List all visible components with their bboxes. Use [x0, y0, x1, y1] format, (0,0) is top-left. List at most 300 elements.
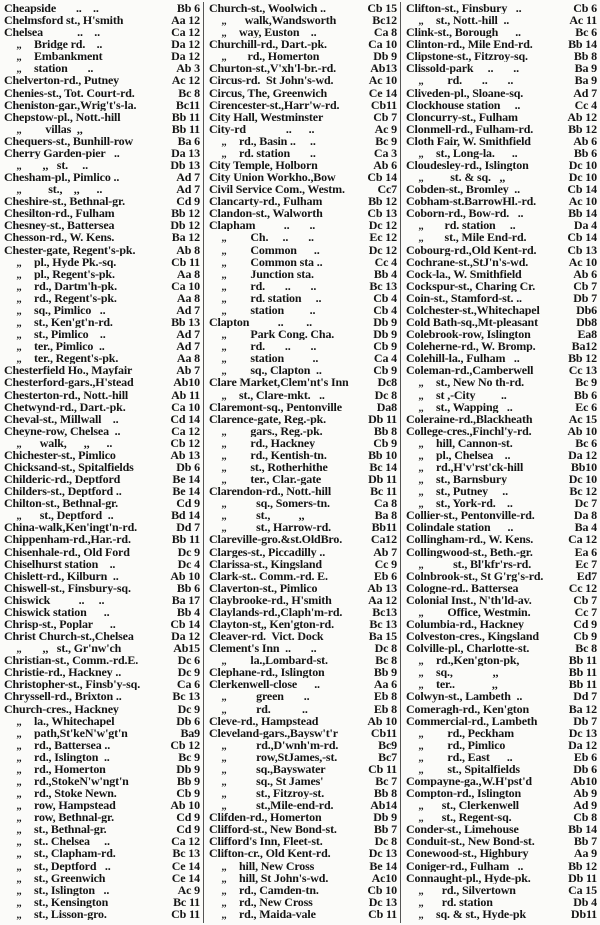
grid-reference: Da 12 — [171, 630, 200, 643]
index-entry — [4, 316, 200, 328]
grid-reference: Bc 9 — [178, 750, 200, 763]
grid-reference: Ab 10 — [367, 714, 397, 727]
entry-name: Claverton-st., Pimlico — [209, 581, 318, 594]
grid-reference: Ca 12 — [171, 424, 200, 437]
index-entry — [4, 195, 200, 207]
entry-name: st ,-City .. — [436, 388, 507, 401]
ditto-mark: ,, — [16, 161, 22, 172]
index-entry — [4, 787, 200, 799]
ditto-mark: ,, — [16, 281, 22, 292]
grid-reference: Dc 10 — [568, 171, 597, 184]
grid-reference: Cb 15 — [367, 2, 397, 15]
grid-reference: Ab 11 — [171, 388, 200, 401]
entry-name: row, Bethnal-gr. — [34, 811, 114, 824]
index-entry — [406, 570, 597, 582]
entry-name: st., Barnsbury — [436, 473, 507, 486]
grid-reference: Ce 14 — [171, 859, 200, 872]
index-entry — [406, 787, 597, 799]
entry-name: Comeragh-rd., Ken'gton — [406, 702, 530, 715]
index-entry — [209, 268, 397, 280]
ditto-mark: ,, — [16, 861, 22, 872]
index-entry — [4, 473, 200, 485]
index-entry — [406, 376, 597, 388]
index-entry — [406, 847, 597, 859]
entry-name: sq. & st., Hyde-pk — [436, 907, 526, 920]
grid-reference: Be 14 — [172, 473, 200, 486]
grid-reference: Be 14 — [369, 859, 397, 872]
index-entry — [406, 449, 597, 461]
entry-name: Christ Church-st.,Chelsea — [4, 630, 134, 643]
index-entry — [209, 207, 397, 219]
ditto-mark: ,, — [418, 462, 424, 474]
ditto-mark: ,, — [418, 607, 424, 618]
grid-reference: Ab 9 — [573, 787, 597, 800]
entry-name: rd., Kentish-tn. — [239, 448, 327, 461]
entry-name: Chichester-st., Pimlico — [4, 448, 116, 461]
entry-name: rd. station .. — [239, 291, 322, 304]
ditto-mark: ,, — [16, 885, 22, 896]
index-entry — [406, 896, 597, 908]
index-entry — [209, 219, 397, 231]
grid-reference: Ad 7 — [176, 340, 200, 353]
grid-reference: Db 6 — [176, 714, 200, 727]
index-entry — [209, 546, 397, 558]
index-entry — [4, 123, 200, 135]
index-entry — [4, 497, 200, 509]
grid-reference: Cc 13 — [568, 364, 597, 377]
grid-reference: Dc 12 — [368, 243, 397, 256]
entry-name: Chesterfield Ho., Mayfair — [4, 364, 133, 377]
index-entry — [209, 787, 397, 799]
grid-reference: Ca 10 — [171, 400, 200, 413]
grid-reference: Db 4 — [573, 895, 597, 908]
entry-name: rd., Homerton — [239, 50, 320, 63]
entry-name: Chilton-st., Bethnal-gr. — [4, 497, 118, 510]
grid-reference: Ab10 — [570, 775, 597, 788]
grid-reference: Dc 12 — [368, 219, 397, 232]
index-entry — [406, 231, 597, 243]
grid-reference: Cb 11 — [368, 907, 397, 920]
grid-reference: Bb 10 — [368, 448, 397, 461]
index-entry — [209, 690, 397, 702]
grid-reference: Dc 8 — [374, 835, 397, 848]
index-entry — [209, 666, 397, 678]
entry-name: rd., Basin .. .. — [239, 134, 316, 147]
entry-name: Claremont-sq., Pentonville — [209, 400, 342, 413]
entry-name: rd.,StokeN'w'ngt'n — [34, 775, 129, 788]
entry-name: Clement's Inn .. .. — [209, 642, 317, 655]
grid-reference: Cb 9 — [176, 787, 200, 800]
grid-reference: Aa 12 — [368, 593, 397, 606]
grid-reference: Dc 6 — [177, 654, 200, 667]
entry-name: Chelsea .. .. — [4, 26, 100, 39]
grid-reference: Ed7 — [576, 569, 597, 582]
grid-reference: Dc8 — [377, 376, 397, 389]
index-entry — [4, 135, 200, 147]
index-entry — [4, 690, 200, 702]
grid-reference: Bc 6 — [575, 26, 597, 39]
index-entry — [209, 14, 397, 26]
ditto-mark: ,, — [16, 813, 22, 824]
grid-reference: Ab 6 — [573, 267, 597, 280]
entry-name: Chesham-pl., Pimlico .. — [4, 171, 120, 184]
ditto-mark: ,, — [16, 764, 22, 775]
entry-name: ter., Pimlico .. — [34, 340, 105, 353]
index-entry — [209, 280, 397, 292]
entry-name: rd., Camden-tn. — [239, 883, 319, 896]
entry-name: st., Pimlico .. — [34, 328, 106, 341]
ditto-mark: ,, — [221, 861, 227, 872]
entry-name: st., Nott.-hill .. — [436, 14, 510, 27]
ditto-mark: ,, — [221, 752, 227, 763]
entry-name: Common .. — [239, 243, 320, 256]
entry-name: Coleherne-rd., W. Bromp. — [406, 340, 536, 353]
entry-name: st., Spitalfields — [436, 762, 520, 775]
entry-name: Colveston-cres., Kingsland — [406, 630, 539, 643]
index-entry — [4, 26, 200, 38]
ditto-mark: ,, — [16, 40, 22, 51]
entry-name: Collier-st., Pentonville-rd. — [406, 509, 535, 522]
index-entry — [406, 546, 597, 558]
grid-reference: Ba 9 — [574, 62, 597, 75]
grid-reference: Db 7 — [573, 291, 597, 304]
grid-reference: Aa 8 — [176, 352, 200, 365]
entry-name: Cheniston-gar.,Wrig't's-la. — [4, 98, 137, 111]
grid-reference: Bc 13 — [172, 690, 200, 703]
index-entry — [4, 401, 200, 413]
grid-reference: Aa 8 — [176, 267, 200, 280]
grid-reference: Cb 13 — [567, 243, 597, 256]
ditto-mark: ,, — [418, 559, 424, 570]
entry-name: Chequers-st., Bunhill-row — [4, 134, 134, 147]
ditto-mark: ,, — [418, 450, 424, 461]
grid-reference: Bc 13 — [369, 279, 397, 292]
index-entry — [4, 268, 200, 280]
index-entry — [209, 231, 397, 243]
index-entry — [4, 835, 200, 847]
entry-name: rd., Silvertown — [436, 883, 516, 896]
index-entry — [4, 364, 200, 376]
grid-reference: Dc 10 — [568, 159, 597, 172]
index-entry — [209, 437, 397, 449]
index-entry — [4, 715, 200, 727]
entry-name: Cloudesley-rd., Islington — [406, 159, 529, 172]
grid-reference: Bb 11 — [171, 122, 200, 135]
grid-reference: Db 9 — [176, 762, 200, 775]
ditto-mark: ,, — [16, 897, 22, 908]
grid-reference: Bb 12 — [568, 122, 597, 135]
index-entry — [406, 183, 597, 195]
grid-reference: Ad 7 — [176, 303, 200, 317]
ditto-mark: ,, — [16, 789, 22, 800]
entry-name: station .. — [239, 303, 316, 317]
grid-reference: Da 12 — [171, 50, 200, 63]
entry-name: Chiswick .. .. — [4, 593, 105, 606]
entry-name: rd., Homerton — [34, 762, 106, 775]
index-entry — [209, 195, 397, 207]
ditto-mark: ,, — [221, 16, 227, 27]
entry-name: rd., East .. — [436, 750, 513, 763]
entry-name: st., Fitzroy-st. — [239, 787, 325, 800]
entry-name: Cochrane-st.,StJ'n's-wd. — [406, 255, 529, 268]
entry-name: Chiswell-st., Finsbury-sq. — [4, 581, 131, 594]
ditto-mark: ,, — [221, 801, 227, 812]
grid-reference: Bb 6 — [573, 146, 597, 160]
ditto-mark: ,, — [16, 873, 22, 884]
index-entry — [406, 775, 597, 787]
entry-name: rd. .. .. — [239, 279, 317, 292]
grid-reference: Ab 10 — [170, 569, 200, 582]
grid-reference: Da 8 — [573, 509, 597, 522]
index-entry — [4, 823, 200, 835]
entry-name: st., Bethnal-gr. — [34, 823, 107, 836]
grid-reference: Bc 13 — [172, 847, 200, 860]
index-entry — [209, 401, 397, 413]
index-entry — [209, 171, 397, 183]
entry-name: row,StJames,-st. — [239, 750, 338, 763]
entry-name: Commercial-rd., Lambeth — [406, 714, 538, 727]
index-entry — [209, 50, 397, 62]
entry-name: Chesney-st., Battersea — [4, 219, 115, 232]
entry-name: walk,Wandsworth — [239, 14, 337, 27]
index-entry — [406, 799, 597, 811]
index-entry — [406, 171, 597, 183]
entry-name: sq., St James' — [239, 775, 324, 788]
index-entry — [4, 99, 200, 111]
grid-reference: Ec 7 — [575, 557, 597, 570]
grid-reference: Ad 7 — [176, 183, 200, 196]
ditto-mark: ,, — [221, 390, 227, 401]
index-entry — [209, 630, 397, 642]
index-entry — [209, 860, 397, 872]
entry-name: Cobham-st.BarrowHl.-rd. — [406, 195, 536, 208]
index-entry — [209, 2, 397, 14]
ditto-mark: ,, — [221, 293, 227, 304]
index-entry — [406, 352, 597, 364]
grid-reference: Eb 6 — [373, 569, 397, 582]
index-entry — [4, 449, 200, 461]
entry-name: Cheyne-row, Chelsea .. — [4, 424, 121, 437]
ditto-mark: ,, — [418, 221, 424, 232]
grid-reference: Bb 7 — [573, 835, 597, 848]
grid-reference: Ba 9 — [574, 74, 597, 87]
grid-reference: Db 11 — [368, 473, 397, 486]
index-entry — [4, 811, 200, 823]
entry-name: path,St'keN'w'gt'n — [34, 726, 128, 739]
grid-reference: Ab 10 — [567, 424, 597, 437]
ditto-mark: ,, — [221, 269, 227, 280]
grid-reference: Cc7 — [377, 183, 397, 196]
entry-name: st.. Chelsea .. — [34, 835, 110, 848]
entry-name: rd., Battersea .. — [34, 738, 111, 751]
index-entry — [209, 715, 397, 727]
entry-name: Chepstow-pl., Nott.-hill — [4, 110, 121, 123]
index-entry — [406, 509, 597, 521]
ditto-mark: ,, — [16, 269, 22, 280]
grid-reference: Bc9 — [378, 738, 397, 751]
grid-reference: Eb 6 — [573, 750, 597, 763]
index-entry — [4, 292, 200, 304]
ditto-mark: ,, — [418, 752, 424, 763]
ditto-mark: ,, — [418, 728, 424, 739]
grid-reference: Ab15 — [173, 642, 200, 655]
index-entry — [4, 219, 200, 231]
entry-name: rd., Peckham — [436, 726, 514, 739]
grid-reference: Ac 10 — [568, 255, 597, 268]
grid-reference: Dc 4 — [177, 557, 200, 570]
index-entry — [406, 2, 597, 14]
grid-reference: Ac 12 — [171, 74, 200, 87]
index-entry — [406, 872, 597, 884]
grid-reference: Ab 8 — [176, 243, 200, 256]
grid-reference: Ab 6 — [573, 134, 597, 147]
index-entry — [406, 389, 597, 401]
entry-name: hill, New Cross — [239, 859, 315, 872]
ditto-mark: ,, — [16, 342, 22, 353]
index-entry — [209, 618, 397, 630]
ditto-mark: ,, — [418, 668, 424, 679]
index-entry — [4, 703, 200, 715]
index-entry — [209, 389, 397, 401]
entry-name: Junction sta. — [239, 267, 314, 280]
index-entry — [4, 594, 200, 606]
entry-name: Clipstone-st., Fitzroy-sq. — [406, 50, 528, 63]
ditto-mark: ,, — [221, 704, 227, 715]
grid-reference: Cb 10 — [367, 883, 397, 896]
ditto-mark: ,, — [16, 305, 22, 317]
index-entry — [4, 425, 200, 437]
ditto-mark: ,, — [221, 740, 227, 751]
entry-name: Cock-la., W. Smithfield — [406, 267, 522, 280]
grid-reference: Dc 13 — [368, 847, 397, 860]
index-entry — [4, 304, 200, 316]
index-entry — [406, 340, 597, 352]
ditto-mark: ,, — [221, 692, 227, 703]
index-entry — [406, 280, 597, 292]
ditto-mark: ,, — [16, 716, 22, 727]
grid-reference: Cb 4 — [373, 303, 397, 317]
grid-reference: Cc 4 — [374, 255, 397, 268]
ditto-mark: ,, — [418, 801, 424, 812]
index-entry — [209, 509, 397, 521]
entry-name: Clandon-st., Walworth — [209, 207, 323, 220]
index-entry — [4, 908, 200, 920]
entry-name: Clerkenwell-close .. — [209, 678, 320, 691]
grid-reference: Cb 11 — [368, 762, 397, 775]
ditto-mark: ,, — [16, 644, 22, 655]
index-entry — [406, 26, 597, 38]
entry-name: Chrisp-st., Poplar .. — [4, 617, 116, 631]
grid-reference: Ac 11 — [569, 14, 597, 27]
entry-name: Circus, The, Greenwich — [209, 86, 328, 99]
grid-reference: Db 9 — [373, 811, 397, 824]
grid-reference: Db 7 — [573, 714, 597, 727]
grid-reference: Cc 4 — [574, 98, 597, 111]
grid-reference: Ab 3 — [176, 62, 200, 75]
entry-name: hill, Cannon-st. — [436, 436, 513, 449]
grid-reference: Ab 13 — [170, 448, 200, 461]
index-entry — [406, 437, 597, 449]
entry-name: Park Cong. Cha. — [239, 328, 335, 341]
entry-name: Compton-rd., Islington — [406, 787, 522, 800]
entry-name: sq., Pimlico .. — [34, 303, 106, 317]
grid-reference: Db11 — [570, 907, 597, 920]
entry-name: College-cres.,Finchl'y-rd. — [406, 424, 532, 437]
index-entry — [209, 352, 397, 364]
grid-reference: Ab14 — [370, 799, 397, 812]
ditto-mark: ,, — [221, 777, 227, 788]
entry-name: rd., Maida-vale — [239, 907, 316, 920]
entry-name: rd. station .. — [239, 146, 316, 160]
index-entry — [406, 618, 597, 630]
entry-name: rd. .. — [239, 702, 308, 715]
index-entry — [406, 38, 597, 50]
index-entry — [406, 666, 597, 678]
grid-reference: Db 6 — [573, 762, 597, 775]
grid-reference: Ac 9 — [374, 122, 397, 135]
index-entry — [4, 485, 200, 497]
ditto-mark: ,, — [418, 233, 424, 244]
entry-name: Chesterton-rd., Nott.-hill — [4, 388, 129, 401]
index-entry — [209, 497, 397, 509]
entry-name: st., Kensington — [34, 895, 109, 908]
entry-name: City-rd .. .. — [209, 122, 315, 135]
index-column-2 — [204, 2, 401, 923]
index-entry — [4, 739, 200, 751]
ditto-mark: ,, — [16, 752, 22, 763]
entry-name: Chicksand-st., Spitalfields — [4, 460, 134, 474]
index-entry — [406, 74, 597, 86]
ditto-mark: ,, — [418, 656, 424, 667]
grid-reference: Bc 9 — [575, 376, 597, 389]
index-entry — [4, 38, 200, 50]
entry-name: Christopher-st., Finsb'y-sq. — [4, 678, 141, 691]
index-entry — [4, 606, 200, 618]
grid-reference: Cb 14 — [567, 231, 597, 244]
entry-name: st., Clerkenwell — [436, 799, 519, 812]
index-entry — [406, 304, 597, 316]
index-entry — [209, 256, 397, 268]
grid-reference: Ce 14 — [368, 86, 397, 99]
grid-reference: Ec 6 — [575, 400, 597, 413]
ditto-mark: ,, — [221, 305, 227, 317]
ditto-mark: ,, — [221, 909, 227, 920]
entry-name: Conduit-st., New Bond-st. — [406, 835, 535, 848]
ditto-mark: ,, — [221, 233, 227, 244]
grid-reference: Da 4 — [573, 219, 597, 232]
entry-name: walk, ,, .. — [34, 436, 113, 449]
grid-reference: Dd 7 — [176, 521, 200, 534]
ditto-mark: ,, — [221, 28, 227, 39]
entry-name: st., York-rd. .. — [436, 497, 513, 510]
index-entry — [209, 328, 397, 340]
index-entry — [209, 244, 397, 256]
grid-reference: Be 14 — [172, 485, 200, 498]
ditto-mark: ,, — [418, 402, 424, 413]
ditto-mark: ,, — [221, 656, 227, 667]
grid-reference: Ea8 — [577, 328, 597, 341]
grid-reference: Cb 6 — [573, 2, 597, 15]
entry-name: Cheshire-st., Bethnal-gr. — [4, 195, 125, 208]
index-entry — [209, 99, 397, 111]
index-entry — [406, 50, 597, 62]
grid-reference: Bc 12 — [569, 485, 597, 498]
entry-name: Clonmell-rd., Fulham-rd. — [406, 122, 534, 135]
grid-reference: Ac 10 — [568, 195, 597, 208]
grid-reference: Cb 4 — [373, 291, 397, 304]
index-entry — [4, 872, 200, 884]
entry-name: st., Deptford .. — [34, 509, 114, 522]
